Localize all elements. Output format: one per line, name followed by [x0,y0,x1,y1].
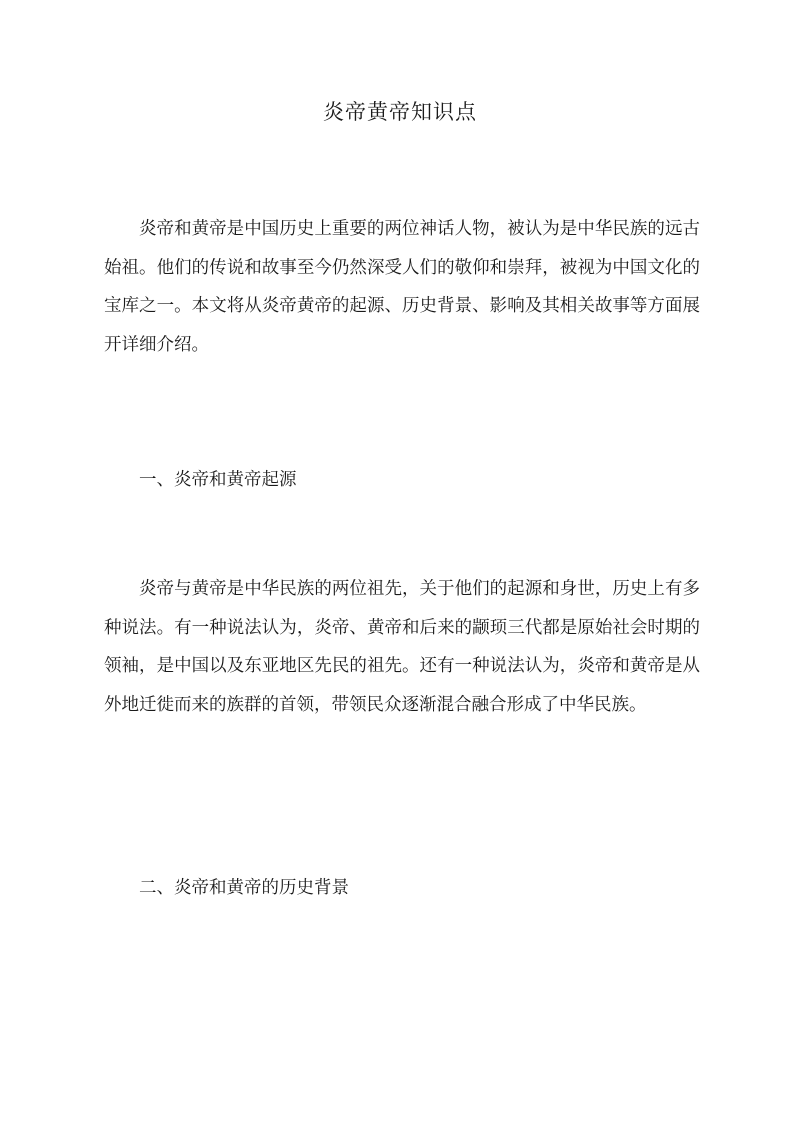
section-body-origin: 炎帝与黄帝是中华民族的两位祖先，关于他们的起源和身世，历史上有多种说法。有一种说法认为，炎帝、黄帝和后来的颛顼三代都是原始社会时期的领袖，是中国以及东亚地区先民的祖先。还有一种说法认为，炎帝和黄帝是从外地迁徙而来的族群的首领，带领民众逐渐混合融合形成了中华民族。 [104,579,700,715]
section-heading-history: 二、炎帝和黄帝的历史背景 [139,878,349,898]
intro-paragraph: 炎帝和黄帝是中国历史上重要的两位神话人物，被认为是中华民族的远古始祖。他们的传说和故事至今仍然深受人们的敬仰和崇拜，被视为中国文化的宝库之一。本文将从炎帝黄帝的起源、历史背景、影响及其相关故事等方面展开详细介绍。 [104,219,700,355]
document-title: 炎帝黄帝知识点 [323,100,477,124]
section-heading-origin: 一、炎帝和黄帝起源 [139,470,297,490]
